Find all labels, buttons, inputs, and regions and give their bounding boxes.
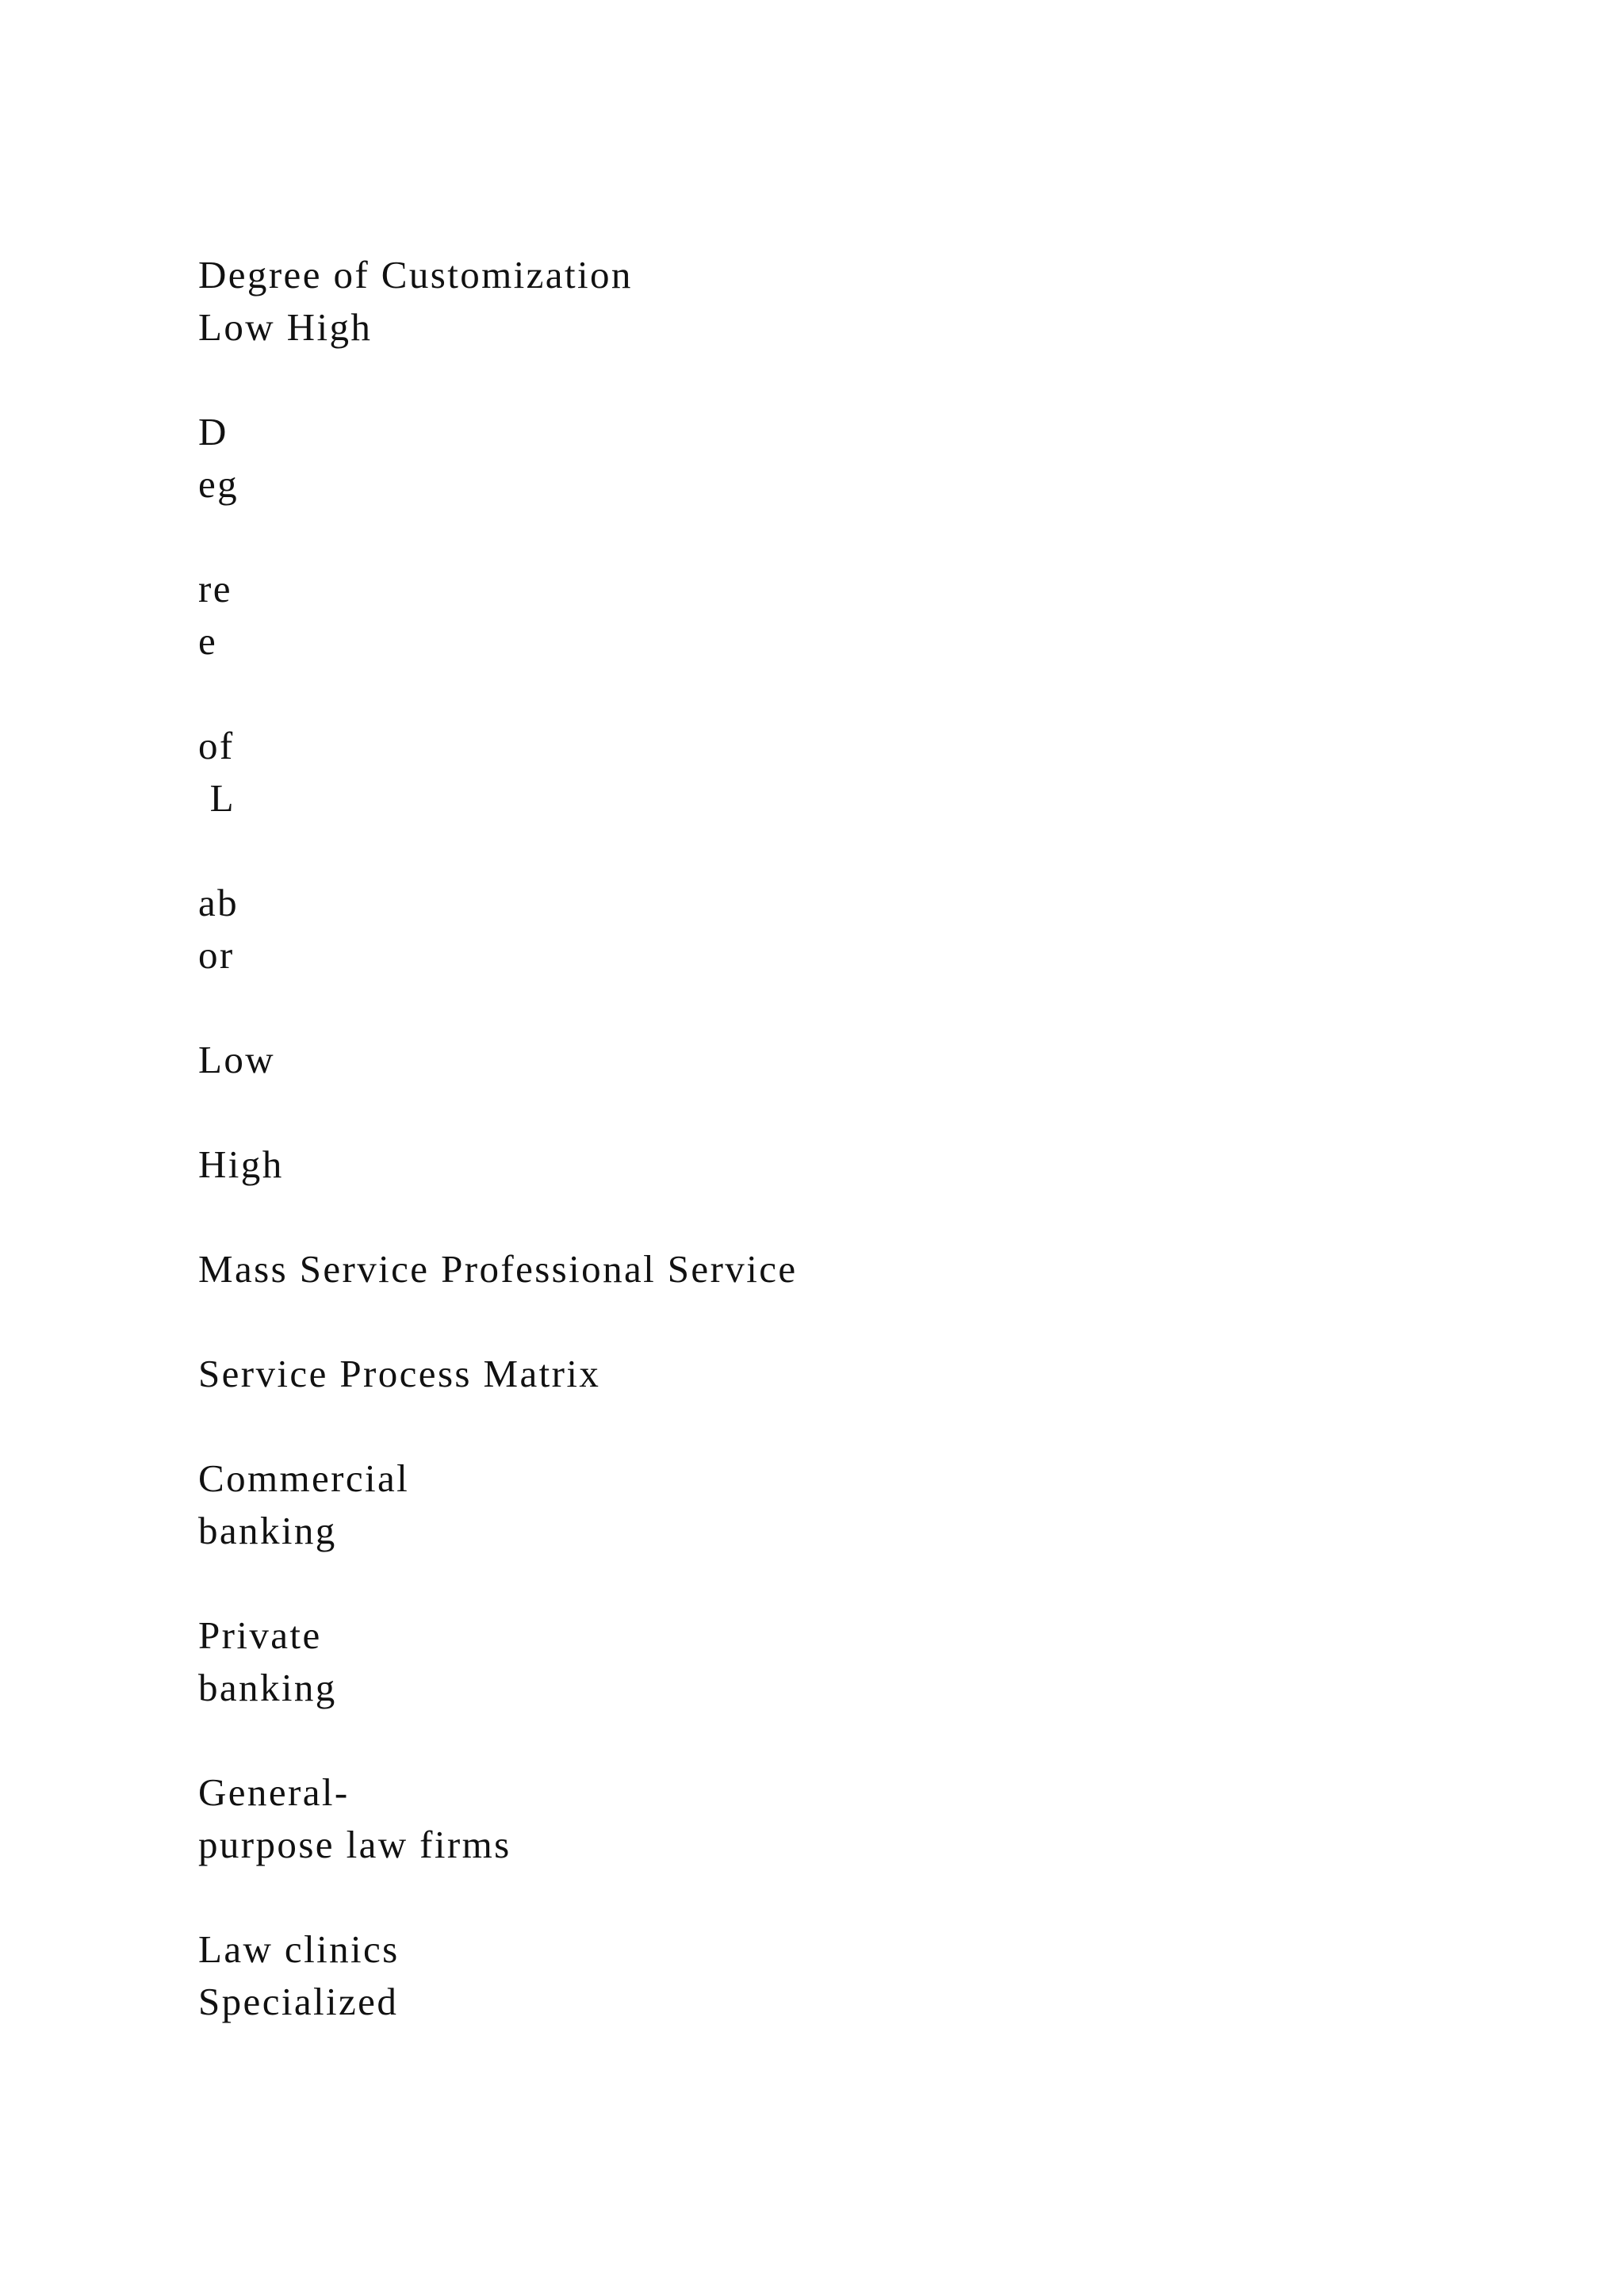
blank-line (198, 668, 1467, 720)
text-line: Law clinics (198, 1927, 400, 1971)
blank-line (198, 511, 1467, 563)
text-line: Mass Service Professional Service (198, 1247, 798, 1291)
text-line: purpose law firms (198, 1823, 511, 1866)
text-line: Low High (198, 305, 373, 349)
blank-line (198, 1557, 1467, 1609)
blank-line (198, 1295, 1467, 1348)
text-line: Degree of Customization (198, 253, 633, 297)
text-line: Commercial (198, 1456, 410, 1500)
text-line: re (198, 567, 232, 610)
blank-line (198, 1191, 1467, 1243)
text-line: banking (198, 1509, 337, 1552)
text-line: eg (198, 462, 239, 506)
blank-line (198, 1871, 1467, 1923)
text-line: General- (198, 1770, 350, 1814)
blank-line (198, 1400, 1467, 1452)
text-line: e (198, 619, 218, 663)
text-line: ab (198, 881, 239, 924)
text-line: Service Process Matrix (198, 1352, 601, 1395)
text-line: Private (198, 1613, 322, 1657)
text-line: or (198, 933, 235, 977)
document-text (198, 249, 1467, 2028)
text-line: High (198, 1142, 284, 1186)
text-line: of (198, 724, 235, 767)
text-line: Low (198, 1038, 276, 1081)
text-line: D (198, 410, 228, 453)
text-line: Specialized (198, 1980, 399, 2023)
blank-line (198, 825, 1467, 877)
text-line: L (198, 776, 236, 820)
text-line: banking (198, 1666, 337, 1709)
blank-line (198, 982, 1467, 1034)
blank-line (198, 1086, 1467, 1138)
blank-line (198, 1714, 1467, 1766)
blank-line (198, 354, 1467, 406)
